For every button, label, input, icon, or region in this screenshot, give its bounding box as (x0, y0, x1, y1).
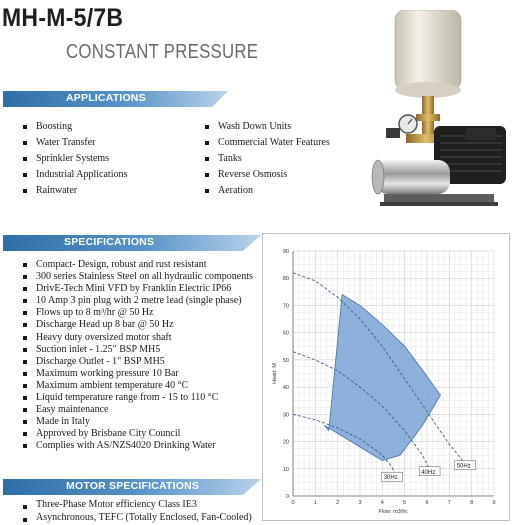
y-axis-label: Head: M (272, 363, 278, 384)
y-tick-label: 80 (282, 276, 289, 283)
list-item: Maximum ambient temperature 40 °C (22, 380, 253, 392)
x-tick-label: 4 (380, 500, 384, 506)
list-item: Discharge Head up 8 bar @ 50 Hz (22, 319, 253, 331)
y-tick-label: 20 (282, 439, 289, 446)
x-tick-label: 2 (336, 500, 340, 506)
motor-specifications-list (22, 499, 252, 524)
list-item: Commercial Water Features (204, 135, 330, 151)
vsd-curve-chart (262, 233, 510, 521)
list-item: Flows up to 8 m³/hr @ 50 Hz (22, 307, 253, 319)
list-item: Three-Phase Motor efficiency Class IE3 (22, 499, 252, 512)
specifications-heading: SPECIFICATIONS (64, 236, 155, 248)
y-tick-label: 90 (282, 249, 289, 255)
series-label: 30Hz (383, 475, 398, 482)
y-tick-label: 60 (282, 330, 289, 337)
y-tick-label: 70 (282, 303, 289, 310)
series-label: 40Hz (421, 469, 436, 476)
y-tick-label: 10 (282, 466, 289, 473)
y-tick-label: 0 (285, 494, 289, 500)
x-tick-label: 9 (492, 500, 496, 506)
x-tick-label: 8 (470, 500, 474, 506)
list-item: Reverse Osmosis (204, 167, 330, 183)
x-tick-label: 0 (291, 500, 295, 506)
y-tick-label: 40 (282, 385, 289, 392)
list-item: Boosting (22, 119, 127, 135)
list-item: Water Transfer (22, 135, 127, 151)
list-item: Made in Italy (22, 416, 253, 428)
model-title: MH-M-5/7B (2, 4, 124, 32)
list-item: DrivE-Tech Mini VFD by Franklin Electric IP66 (22, 283, 253, 295)
list-item: Industrial Applications (22, 167, 127, 183)
x-tick-label: 6 (425, 500, 429, 506)
applications-heading: APPLICATIONS (66, 92, 146, 104)
specifications-list (22, 259, 253, 453)
applications-list-left (22, 119, 127, 199)
list-item: Suction inlet - 1.25" BSP MH5 (22, 344, 253, 356)
list-item: Maximum working pressure 10 Bar (22, 368, 253, 380)
applications-list-right (204, 119, 330, 199)
x-tick-label: 5 (403, 500, 407, 506)
list-item: Sprinkler Systems (22, 151, 127, 167)
list-item: 300 series Stainless Steel on all hydraulic components (22, 271, 253, 283)
list-item: Rainwater (22, 183, 127, 199)
series-label: 50Hz (456, 463, 471, 470)
motor-specifications-heading: MOTOR SPECIFICATIONS (66, 480, 200, 492)
list-item: Complies with AS/NZS4020 Drinking Water (22, 440, 253, 452)
list-item: Liquid temperature range from - 15 to 110 °C (22, 392, 253, 404)
page-subtitle: CONSTANT PRESSURE (66, 41, 259, 63)
y-tick-label: 50 (282, 357, 289, 364)
x-tick-label: 7 (447, 500, 451, 506)
list-item: Heavy duty oversized motor shaft (22, 332, 253, 344)
x-axis-label: Flow: m3/hr. (378, 509, 409, 515)
list-item: Wash Down Units (204, 119, 330, 135)
y-tick-label: 30 (282, 412, 289, 419)
x-tick-label: 1 (313, 500, 317, 506)
list-item: Aeration (204, 183, 330, 199)
list-item: 10 Amp 3 pin plug with 2 metre lead (single phase) (22, 295, 253, 307)
list-item: Approved by Brisbane City Council (22, 428, 253, 440)
chart-plot (262, 233, 510, 521)
list-item: Tanks (204, 151, 330, 167)
list-item: Easy maintenance (22, 404, 253, 416)
list-item: Discharge Outlet - 1" BSP MH5 (22, 356, 253, 368)
list-item: Asynchronous, TEFC (Totally Enclosed, Fan-Cooled) (22, 512, 252, 525)
list-item: Compact- Design, robust and rust resistant (22, 259, 253, 271)
x-tick-label: 3 (358, 500, 362, 506)
pump-image (370, 10, 510, 232)
